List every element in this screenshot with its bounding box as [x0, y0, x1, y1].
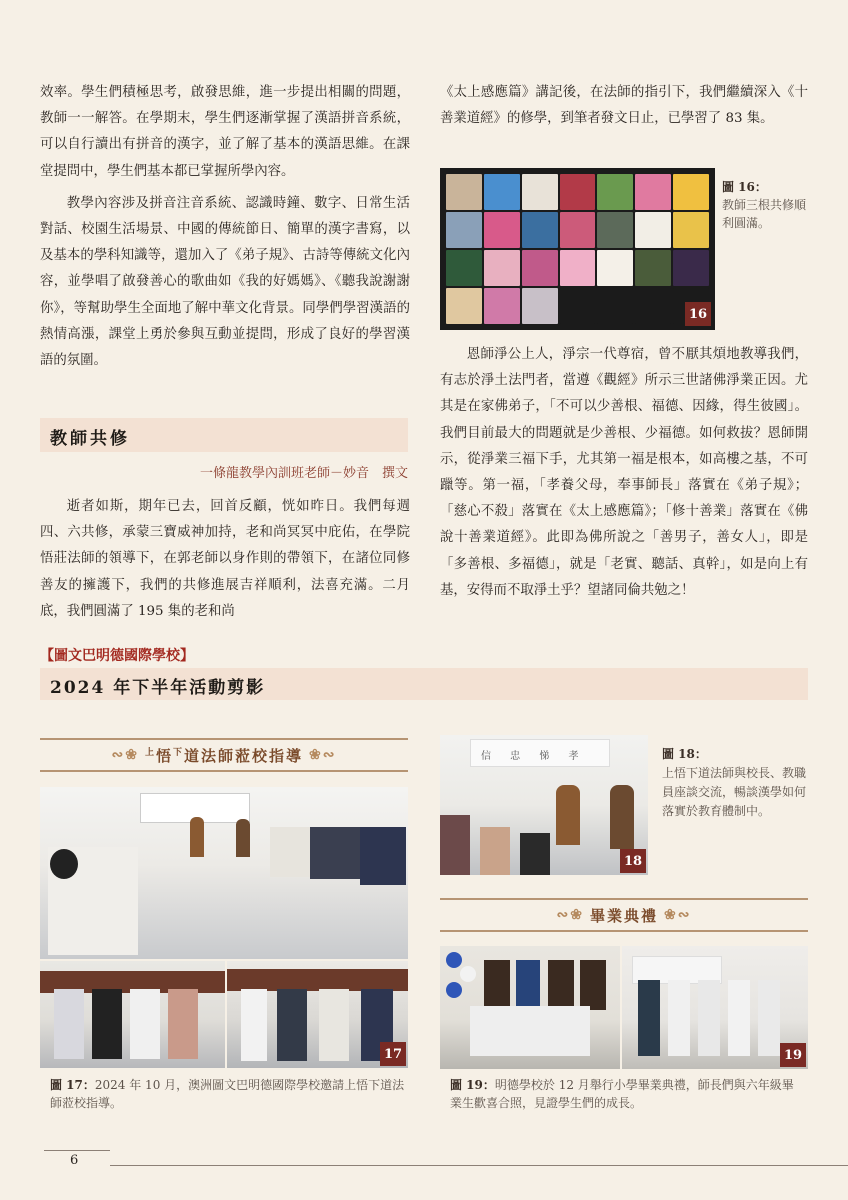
figure-19-photo-left — [440, 946, 620, 1069]
visit-sup-top: 上 — [144, 747, 156, 758]
page-number: 6 — [44, 1150, 110, 1172]
visit-sup-bottom: 下 — [173, 747, 185, 758]
figure-17-photo-left — [40, 961, 225, 1068]
figure-17-photo-right — [227, 961, 408, 1068]
school-name: 【圖文巴明德國際學校】 — [40, 648, 194, 664]
visit-title-a: 悟 — [155, 746, 173, 765]
teachers-paragraph-1: 逝者如斯，期年已去，回首反顧，恍如昨日。我們每週四、六共修，承蒙三寶威神加持，老和尚冥冥中庇佑，在學院悟莊法師的領導下，在郭老師以身作則的帶領下，在諸位同修善友的擁護下，我們的共修進展吉祥順利，法喜充滿。二月底，我們圓滿了 195 集的老和尚 — [40, 499, 410, 619]
figure-19-photo-right — [622, 946, 808, 1069]
figure-17-number-badge: 17 — [380, 1042, 406, 1066]
figure-17-caption — [50, 1076, 405, 1112]
visit-title — [40, 738, 408, 772]
teachers-column — [40, 494, 410, 625]
figure-19-number-badge: 19 — [780, 1043, 806, 1067]
figure-16-video-grid — [440, 168, 715, 330]
figure-18-number-badge: 18 — [620, 849, 646, 873]
figure-18-caption-label: 圖 18： — [662, 747, 707, 761]
figure-17-caption-label: 圖 17： — [50, 1078, 95, 1092]
figure-18-caption-text: 上悟下道法師與校長、教職員座談交流，暢談漢學如何落實於教育體制中。 — [662, 766, 807, 818]
figure-16-caption — [722, 178, 812, 232]
figure-17-caption-text: 2024 年 10 月，澳洲圖文巴明德國際學校邀請上悟下道法師蒞校指導。 — [50, 1078, 405, 1110]
swirl-right-icon: ❀∾ — [309, 747, 337, 763]
swirl-left-icon: ∾❀ — [111, 747, 139, 763]
season-heading: 2024 年下半年活動剪影 — [40, 668, 808, 700]
figure-16-caption-label: 圖 16： — [722, 180, 767, 194]
graduation-title-text: 畢業典禮 — [589, 906, 658, 925]
right-paragraph-2: 恩師淨公上人，淨宗一代尊宿，曾不厭其煩地教導我們，有志於淨土法門者，當遵《觀經》所示三世諸佛淨業正因。尤其是在家佛弟子，「不可以少善根、福德、因緣，得生彼國」。我們目前最大的問題就是少善根、少福德。如何救拔？恩師開示，從淨業三福下手，尤其第一福是根本，如高樓之基，不可躐等。第一福，「孝養父母，奉事師長」落實在《弟子規》；「慈心不殺」落實在《太上感應篇》；「修十善業」落實在《佛說十善業道經》。此即為佛所說之「善男子，善女人」，即是「多善根、多福德」，就是「老實、聽話、真幹」，如是向上有基，安得而不取淨土乎？望諸同倫共勉之！ — [440, 347, 808, 598]
right-column-top — [440, 80, 808, 132]
figure-18-calligraphy: 信 忠 悌 孝 — [470, 739, 610, 767]
figure-16-number-badge: 16 — [685, 302, 711, 326]
visit-title-b: 道法師蒞校指導 — [184, 746, 304, 765]
figure-19-caption — [450, 1076, 805, 1112]
left-paragraph-2: 教學內容涉及拼音注音系統、認識時鐘、數字、日常生活對話、校園生活場景、中國的傳統節日、簡單的漢字書寫，以及基本的學科知識等，還加入了《弟子規》、古詩等傳統文化內容，並學唱了啟發善心的歌曲如《我的好媽媽》、《聽我說謝謝你》，等幫助學生全面地了解中華文化背景。同學們學習漢語的熱情高漲，課堂上勇於參與互動並提問，形成了良好的學習漢語的氛圍。 — [40, 195, 410, 369]
graduation-title — [440, 898, 808, 932]
figure-19-caption-text: 明德學校於 12 月舉行小學畢業典禮，師長們與六年級畢業生歡喜合照，見證學生們的成長。 — [450, 1078, 794, 1110]
section-title-teachers: 教師共修 — [40, 418, 408, 452]
left-column — [40, 80, 410, 374]
right-column-bottom — [440, 342, 808, 604]
figure-17-photo-main — [40, 787, 408, 959]
figure-18-caption — [662, 745, 808, 821]
figure-19-caption-label: 圖 19： — [450, 1078, 495, 1092]
footer-rule — [110, 1165, 848, 1166]
swirl-right-icon: ❀∾ — [664, 907, 692, 923]
right-paragraph-1: 《太上感應篇》講記後，在法師的指引下，我們繼續深入《十善業道經》的修學，到筆者發文日止，已學習了 83 集。 — [440, 85, 808, 127]
swirl-left-icon: ∾❀ — [556, 907, 584, 923]
figure-18-photo — [440, 735, 648, 875]
byline: 一條龍教學內訓班老師－妙音 撰文 — [199, 466, 408, 481]
left-paragraph-1: 效率。學生們積極思考，啟發思維，進一步提出相關的問題，教師一一解答。在學期末，學生們逐漸掌握了漢語拼音系統，可以自行讀出有拼音的漢字，並了解了基本的漢語思維。在課堂提問中，學生們基本都已掌握所學內容。 — [40, 85, 410, 179]
figure-16-caption-text: 教師三根共修順利圓滿。 — [722, 198, 807, 230]
